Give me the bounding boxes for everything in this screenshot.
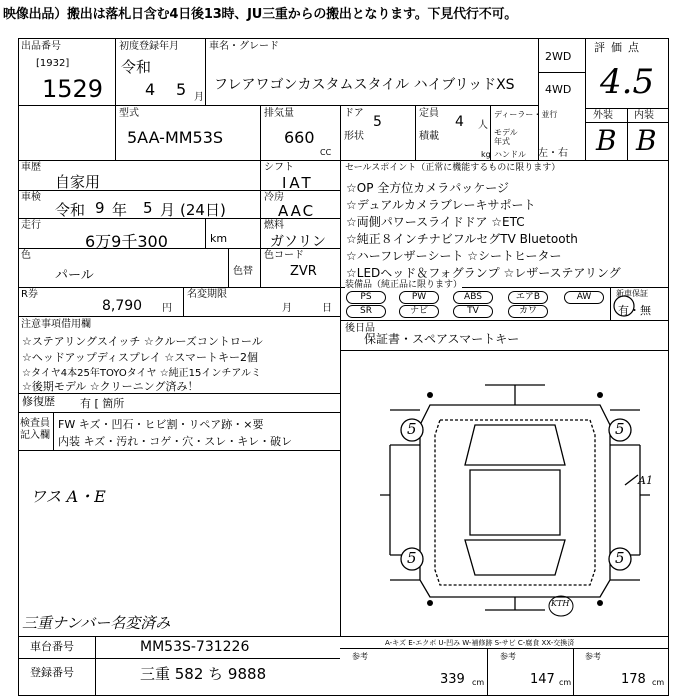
tire-value: 5	[407, 549, 417, 567]
inspector-line2: 内装 キズ・汚れ・コゲ・穴・スレ・キレ・破レ	[58, 435, 293, 448]
header-notice: 映像出品）搬出は落札日含む4日後13時、JU三重からの搬出となります。下見代行不可。	[3, 7, 518, 22]
badge-sr: SR	[346, 305, 386, 318]
dim-length: 339	[440, 672, 465, 687]
badge-abs: ABS	[453, 291, 493, 304]
note-item: ☆タイヤ4本25年TOYOタイヤ ☆純正15インチアルミ	[22, 368, 261, 379]
car-name: フレアワゴンカスタムスタイル ハイブリッドXS	[214, 77, 515, 93]
damage-mark: A1	[638, 474, 653, 487]
change-label: 名変期限	[187, 289, 227, 300]
disp-label: 排気量	[264, 108, 294, 119]
dim-label: 参考	[585, 652, 601, 661]
reg-month: 5	[176, 80, 187, 99]
sales-point: ☆純正８インチナビフルセグTV Bluetooth	[346, 232, 578, 246]
model-value: 5AA-MM53S	[127, 128, 224, 147]
shift-label: シフト	[264, 162, 294, 173]
reg-era: 令和	[121, 58, 152, 76]
badge-navi: ナビ	[399, 305, 439, 318]
new-warranty-value: 有・無	[618, 304, 651, 317]
note-item: ☆ステアリングスイッチ ☆クルーズコントロール	[22, 335, 263, 348]
name-label: 車名・グレード	[209, 41, 279, 52]
ext-label: 外装	[593, 110, 613, 121]
handle-label: ハンドル	[494, 150, 526, 159]
inspection-year-unit: 年	[112, 201, 128, 219]
damage-legend: A-キズ E-エクボ U-凹み W-補修跡 S-サビ C-腐食 XX-交換済	[385, 639, 575, 647]
sales-point: ☆ハーフレザーシート ☆シートヒーター	[346, 249, 562, 263]
sales-point: ☆デュアルカメラブレーキサポート	[346, 198, 536, 212]
chassis-label: 車台番号	[30, 640, 74, 653]
reg-label: 初度登録年月	[119, 41, 179, 52]
badge-airbag: エアB	[508, 291, 548, 304]
sales-point: ☆LEDヘッド＆フォグランプ ☆レザーステアリング	[346, 266, 621, 280]
inspection-year: 9	[95, 199, 105, 217]
listing-sub: [1932]	[36, 58, 70, 69]
inspection-label: 車検	[21, 192, 41, 203]
chassis-value: MM53S-731226	[140, 639, 250, 655]
badge-pw: PW	[399, 291, 439, 304]
note-item: ☆後期モデル ☆クリーニング済み！	[22, 380, 199, 393]
change-day: 日	[322, 303, 332, 314]
color-num-label: 色替	[233, 266, 253, 277]
inspector-stamp: KTH	[551, 599, 570, 608]
weight-label: 積載	[419, 131, 439, 142]
tire-value: 5	[407, 420, 417, 438]
inspection-month-unit: 月	[160, 201, 176, 219]
capacity-unit: 人	[478, 120, 488, 131]
sales-point: ☆両側パワースライドドア ☆ETC	[346, 215, 525, 229]
usage-label: 車歴	[21, 162, 41, 173]
dim-height: 178	[621, 672, 646, 687]
dealer-label: ディーラー・並行	[494, 110, 558, 119]
sales-points-label: セールスポイント（正常に機能するものに限ります）	[345, 163, 561, 173]
capacity-label: 定員	[419, 108, 439, 119]
aircon-value: AAC	[278, 202, 316, 220]
inspection-month: 5	[143, 199, 153, 217]
int-label: 内装	[634, 110, 654, 121]
mileage-unit: km	[210, 232, 228, 245]
inspector-line1: FW キズ・凹石・ヒビ割・リペア跡・×要	[58, 418, 264, 431]
shift-value: IAT	[282, 174, 314, 192]
reg-month-unit: 月	[194, 92, 204, 103]
model-year-label: モデル年式	[494, 128, 518, 146]
tire-value: 5	[615, 420, 625, 438]
inspector-label: 検査員記入欄	[20, 418, 50, 441]
car-diagram	[370, 375, 660, 615]
doors-value: 5	[373, 114, 382, 130]
inspection-day: (24日)	[180, 201, 226, 219]
badge-aw: AW	[564, 291, 604, 304]
selection-circle-icon	[611, 294, 637, 318]
sales-point: ☆OP 全方位カメラパッケージ	[346, 181, 510, 195]
note-item: ☆ヘッドアップディスプレイ ☆スマートキー2個	[22, 351, 259, 364]
reg-year: 4	[145, 80, 156, 99]
badge-ps: PS	[346, 291, 386, 304]
grade-value: 4.5	[600, 62, 655, 102]
aircon-label: 冷房	[264, 192, 284, 203]
color-code-label: 色コード	[264, 250, 304, 261]
accessories-value: 保証書・スペアスマートキー	[364, 332, 520, 346]
ext-grade: B	[596, 124, 617, 157]
accessories-label: 後日品	[345, 323, 375, 334]
kg-label: kg	[481, 150, 491, 159]
fuel-value: ガソリン	[270, 234, 326, 250]
notes-label: 注意事項借用欄	[21, 319, 91, 330]
dim-label: 参考	[500, 652, 516, 661]
doors-label: ドア	[344, 108, 364, 119]
color-value: パール	[55, 268, 94, 283]
dim-unit: cm	[559, 678, 572, 687]
grade-label: 評価点	[594, 41, 645, 54]
recycle-label: R券	[21, 289, 38, 300]
registration-value: 三重 582 ち 9888	[140, 665, 267, 683]
handwritten-note: 三重ナンバー名変済み	[22, 614, 171, 632]
handle-value: 左・右	[538, 148, 568, 159]
drive-2wd: 2WD	[545, 50, 572, 63]
dim-unit: cm	[652, 678, 665, 687]
new-warranty-label: 新車保証	[616, 289, 648, 298]
inspection-era: 令和	[55, 201, 86, 219]
listing-number: 1529	[42, 75, 104, 103]
registration-label: 登録番号	[30, 666, 74, 679]
tire-value: 5	[615, 549, 625, 567]
color-code: ZVR	[290, 264, 317, 279]
handwritten-note: ワス A・E	[30, 487, 106, 506]
dim-unit: cm	[472, 678, 485, 687]
equipment-label: 装備品（純正品に限ります）	[345, 280, 463, 290]
drive-4wd: 4WD	[545, 83, 572, 96]
color-label: 色	[21, 250, 31, 261]
shape-label: 形状	[344, 131, 364, 142]
model-label: 型式	[119, 108, 139, 119]
recycle-unit: 円	[162, 303, 172, 314]
recycle-value: 8,790	[102, 298, 143, 314]
repair-label: 修復歴	[22, 395, 55, 408]
mileage-value: 6万9千300	[85, 232, 168, 251]
dim-label: 参考	[352, 652, 368, 661]
disp-value: 660	[284, 128, 315, 147]
badge-tv: TV	[453, 305, 493, 318]
listing-label: 出品番号	[21, 41, 61, 52]
mileage-label: 走行	[21, 220, 41, 231]
dim-width: 147	[530, 672, 555, 687]
fuel-label: 燃料	[264, 220, 284, 231]
disp-unit: CC	[320, 148, 332, 157]
badge-leather: カワ	[508, 305, 548, 318]
int-grade: B	[636, 124, 657, 157]
change-month: 月	[282, 303, 292, 314]
usage-value: 自家用	[55, 173, 101, 191]
capacity-value: 4	[455, 114, 464, 130]
repair-value: 有 [ 箇所	[80, 397, 125, 410]
